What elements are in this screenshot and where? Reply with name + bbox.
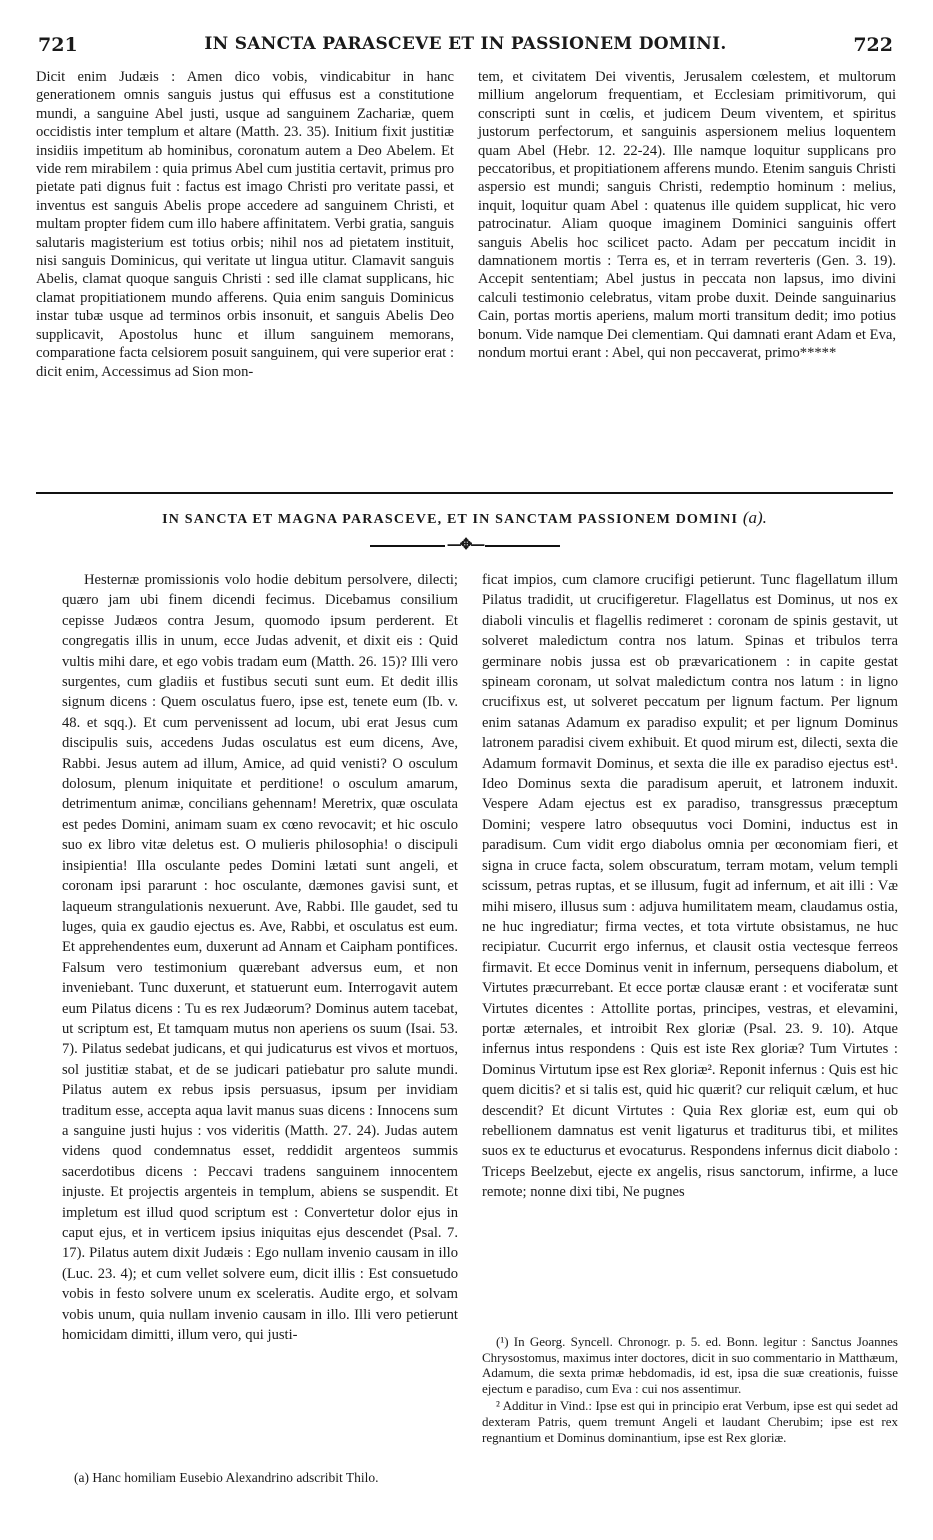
top-left-text: Dicit enim Judæis : Amen dico vobis, vindicabitur in hanc generationem omnis sanguis justus qui effusus est a constitutione mundi, a sanguine Abel justi, usque ad sanguinem Zachariæ, quem occidistis inter templum et altare (Matth. 23. 35). Initium fixit justitiæ insidiis impetitum ab hominibus, coronatum autem a Deo Abelem. Et vide rem mirabilem : quia primus Abel cum justitia certavit, primus pro pietate pati dignus fuit : factus est imago Christi pro veritate passi, et inventus est sanguis Abelis prope accedere ad sanguinem Christi, et multam propter fidem cum illo habere affinitatem. Verbi gratia, sanguis salutaris magisterium est totius orbis; nihil nos ad pietatem instituit, nisi sanguis Dominicus, qui veritate ut lingua utitur. Clamavit sanguis Abelis, clamat quoque sanguis Christi : sed ille clamat supplicans, hic clamat propitiationem mundo afferens. Quia enim sanguis Dominicus instar tubæ usque ad terminos orbis insonuit, et sanguis Abelis Deo supplicavit, Apostolus hunc et illum sanguinem memorans, comparatione facta celsiorem posuit sanguinem, qui vere superior erat : dicit enim, Accessimus ad Sion mon- [36,69,454,380]
footnotes [482,1334,898,1447]
running-title: IN SANCTA PARASCEVE ET IN PASSIONEM DOMINI. [204,34,727,54]
footnote-2: ² Additur in Vind.: Ipse est qui in principio erat Verbum, ipse est qui sedet ad dexteram Patris, quem tremunt Angeli et laudant Cherubim; ipse est rex regnantium et Dominus dominantium, ipse est Rex gloriæ. [482,1398,898,1445]
bottom-right-text: ficat impios, cum clamore crucifigi petierunt. Tunc flagellatum illum Pilatus tradidit, ut crucifigeretur. Flagellatus est Dominus, ut nos ex diaboli vinculis et flagellis redimeret : coronam de spinis gestavit, ut solveret maledictum contra nos latum. Spinas et tribulos terra germinare nobis jussa est ob prævaricationem : in capite gestat spineam coronam, ut solvat maledictum contra nos latum : in ligno crucifixus est, ut solveret peccatum per lignum factum. Per lignum enim satanas Adamum ex paradiso expulit; et per lignum Dominus latronem paradisi civem exhibuit. Et quod mirum est, dilecti, sexta die Adamum formavit Dominus, et sexta die ille ex paradiso ejectus est¹. Ideo Dominus sexta die paradisum aperuit, et latronem induxit. Vespere Adam ejectus est ex paradiso, transgressus præceptum Domini; vespere latro obsequutus voci Domini, inductus est in paradisum. Cum vidit ergo diabolus omnia per œconomiam fieri, et signa in cruce facta, solem obscuratum, terram motam, velum templi scissum, petras ruptas, et se illusum, fugit ad infernum, et ait illi : Væ mihi misero, illusus sum : adjuva humilitatem meam, claudamus ostia, ne huc ingrediatur; firma vectes, et tota virtute obsistamus, ne huc recipiatur. Cucurrit ergo infernus, et clausit ostia vectesque ferreos firmavit. Et ecce Dominus venit in infernum, persequens diabolum, et Virtutes præcurrebant. Et ecce portæ clausæ erant : et vociferatæ sunt Virtutes dicentes : Attollite portas, principes, vestras, et elevamini, portæ æternales, et introibit Rex gloriæ (Psal. 23. 9. 10). Atque infernus intus respondens : Quis est iste Rex gloriæ? Tum Virtutes : Dominus Virtutum ipse est Rex gloriæ². Reponit infernus : Quis est hic quem dicitis? et si talis est, quid hic quærit? cur reliquit cælum, et huc descendit? Et dicunt Virtutes : Quia Rex gloriæ est, eum qui ob rebellionem damnatus est venit ligaturus et traditurus tibi, et milites suos ex te educturus et evocaturus. Respondens infernus dicit diabolo : Triceps Beelzebut, ejecte ex angelis, risus sanctorum, infirme, a luce remote; nonne dixi tibi, Ne pugnes [482,572,898,1201]
bottom-right-column [482,570,898,1203]
top-right-text: tem, et civitatem Dei viventis, Jerusalem cœlestem, et multorum millium angelorum frequentiam, et Ecclesiam primitivorum, qui conscripti sunt in cœlis, et judicem Deum viventem, et spiritus justorum perfectorum, et sanguinis aspersionem melius loquentem quam Abel (Hebr. 12. 22-24). Ille namque loquitur supplicans pro peccatoribus, et propitiationem afferens mundo. Etenim sanguis Christi aspersio est mundi; sanguis Christi, redemptio hominum : melius, inquit, loquitur quam Abel : quatenus ille quidem supplicat, hic vero patrocinatur. Aliam quoque imaginem Dominici sanguinis offert sanguis Abelis hoc scilicet pacto. Adam per peccatum incidit in damnationem mortis : Terra es, et in terram reverteris (Gen. 3. 19). Accepit sententiam; Abel justus in peccata non lapsus, imo divini calculi testimonio celebratus, vitam probe duxit. Deinde sanguinarius Cain, portas mortis aperiens, malum morti transitum dedit; imo potius bonum. Vide namque Dei clementiam. Qui damnati erant Adam et Eva, nondum mortui erant : Abel, qui non peccaverat, primo***** [478,69,896,362]
section-title-text: IN SANCTA ET MAGNA PARASCEVE, ET IN SANCTAM PASSIONEM DOMINI [162,512,739,527]
running-head [38,34,893,62]
ornament-line-right [485,545,560,547]
top-left-column [36,68,454,381]
bottom-left-text: Hesternæ promissionis volo hodie debitum persolvere, dilecti; quæro jam ubi finem dicendi fecimus. Dicebamus consilium cepisse Judæos contra Jesum, quomodo ipsum perderent. Et congregatis illis in unum, ecce Judas advenit, et dixit eis : Quid vultis mihi dare, et ego vobis tradam eum (Matth. 26. 15)? Illi vero surgentes, cum gladiis et fustibus secuti sunt eum. Et dedit illis signum dicens : Quem osculatus fuero, ipse est, tenete eum (Ib. v. 48. et sqq.). Et cum pervenissent ad locum, ubi erat Jesus cum discipulis suis, accedens Judas osculatus est eum dicens, Ave, Rabbi. Jesus autem ad illum, Amice, ad quid venisti? O osculum dolosum, plenum iniquitate et perditione! o osculum amarum, detrimentum animæ, concilians gehennam! Meretrix, quæ osculata est pedes Domini, animam suam ex cœno revocavit; et hic osculo suo ex libro vitæ deletus est. O mulieris philosophia! o discipuli insipientia! Illa osculante pedes Domini lætati sunt angeli, et coronam ipsi pararunt : hoc osculante, dæmones gavisi sunt, et laqueum strangulationis nexuerunt. Ave, Rabbi. Ille gaudet, sed tu luges, quia ex gaudio ejectus es. Ave, Rabbi, et osculatus est eum. Et apprehendentes eum, duxerunt ad Annam et Caipham pontifices. Falsum vero testimonium quærebant adversus eum, et non inveniebant. Tunc duxerunt, et statuerunt eum. Interrogavit autem eum Pilatus dicens : Tu es rex Judæorum? Dominus autem tacebat, ut scriptum est, Et tamquam mutus non aperiens os suum (Isai. 53. 7). Pilatus sedebat judicans, et qui judicaturus est vivos et mortuos, sol justitiæ stabat, et de se judicari patiebatur pro salute mundi. Pilatus autem ex rebus ipsis persuasus, ipsum per invidiam traditum esse, accepta aqua lavit manus suas dicens : Innocens sum a sanguine justi hujus : vos videritis (Matth. 27. 24). Judas autem videns quod condemnatus esset, reddidit argenteos summis sacerdotibus dicens : Peccavi tradens sanguinem innocentem injuste. Et projectis argenteis in templum, abiens se suspendit. Et impletum est illud quod scriptum est : Convertetur dolor ejus in caput ejus, et in verticem ipsius iniquitas ejus descendet (Psal. 7. 17). Pilatus autem dixit Judæis : Ego nullam invenio causam in illo (Luc. 23. 4); et cum vellet solvere eum, dicit illis : Est consuetudo vobis in festo solvere unum ex sceleratis. Audite ergo, et solvam vobis unum, quia nullam invenio causam in illo. Illi vero petierunt homicidam dimitti, illum vero, qui justi- [62,572,458,1344]
section-title-note-ref: (a). [742,508,767,527]
bottom-left-column [62,570,458,1345]
page-number-left: 721 [38,34,78,56]
footnote-1: (¹) In Georg. Syncell. Chronogr. p. 5. ed. Bonn. legitur : Sanctus Joannes Chrysostomus, maximus inter doctores, dicit in suo commentario in Matthæum, Adamum, die sexta primæ hebdomadis, id est, ipsa die suæ creationis, fuisse ejectum e paradiso, cum Eva : cui nos assentimur. [482,1334,898,1396]
page-number-right: 722 [853,34,893,56]
ornament-glyph: —✥— [446,535,484,553]
section-title [36,508,893,528]
section-divider-rule [36,492,893,494]
top-right-column [478,68,896,363]
footnote-a: (a) Hanc homiliam Eusebio Alexandrino adscribit Thilo. [74,1470,379,1485]
ornament [370,535,560,554]
